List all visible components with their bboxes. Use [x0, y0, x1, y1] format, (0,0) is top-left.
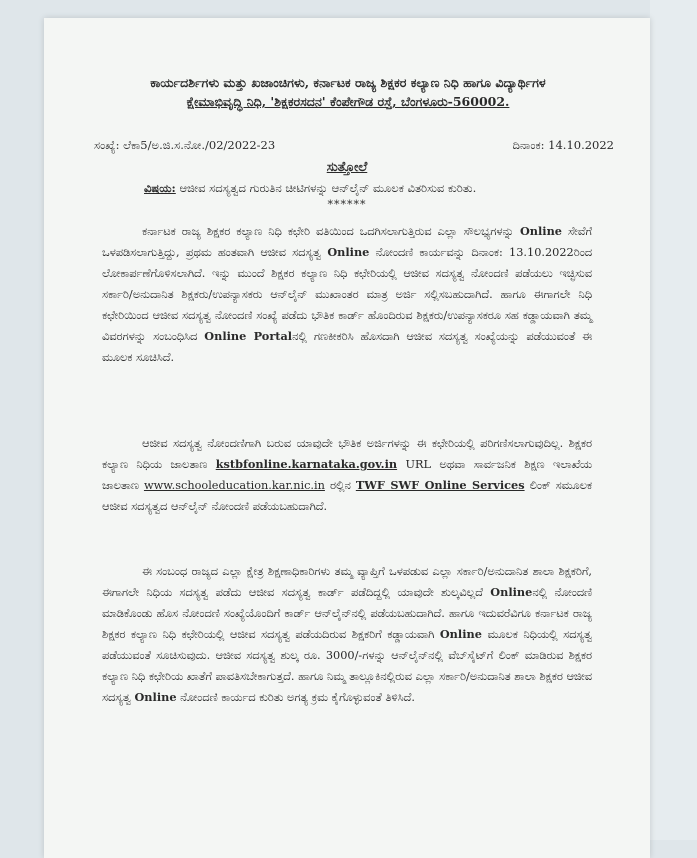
para1-text-b: ಸೇವೆಗೆ ಒಳಪಡಿಸಲಾಗುತ್ತಿದ್ದು, ಪ್ರಥಮ ಹಂತವಾಗಿ ಆಜೀವ ಸದಸ್ಯತ್ವ: [102, 225, 593, 259]
subject-line: [144, 181, 624, 196]
para3-online-3: Online: [134, 690, 177, 704]
subject-label: ವಿಷಯ:: [144, 181, 176, 195]
para1-online-portal: Online Portal: [204, 329, 293, 343]
document-date: ದಿನಾಂಕ: 14.10.2022: [512, 138, 614, 152]
header-line-2: ಕ್ಷೇಮಾಭಿವೃದ್ಧಿ ನಿಧಿ, 'ಶಿಕ್ಷಕರಸದನ' ಕೆಂಪೇಗೌಡ ರಸ್ತೆ, ಬೆಂಗಳೂರು-560002.: [186, 94, 510, 109]
office-header: [74, 73, 622, 111]
document-page: [44, 18, 650, 858]
para1-text-d: ರಿಂದ ಲೋಕಾರ್ಪಣೆಗೊಳಿಸಲಾಗಿದೆ. ಇನ್ನು ಮುಂದೆ ಶಿಕ್ಷಕರ ಕಲ್ಯಾಣ ನಿಧಿ ಕಛೇರಿಯಲ್ಲಿ ಆಜೀವ ಸದಸ್ಯತ್ವ ನೋಂದಣಿ ಪಡೆಯಲು ಇಚ್ಛಿಸುವ ಸರ್ಕಾರಿ/ಅನುದಾನಿತ ಶಿಕ್ಷಕರು/ಉಪನ್ಯಾಸಕರು ಆನ್‌ಲೈನ್ ಮುಖಾಂತರ ಮಾತ್ರ ಅರ್ಜಿ ಸಲ್ಲಿಸಬಹುದಾಗಿದೆ. ಹಾಗೂ ಈಗಾಗಲೇ ನಿಧಿ ಕಛೇರಿಯಿಂದ ಆಜೀವ ಸದಸ್ಯತ್ವ ನೋಂದಣಿ ಸಂಖ್ಯೆ ಪಡೆದು ಭೌತಿಕ ಕಾರ್ಡ್ ಹೊಂದಿರುವ ಶಿಕ್ಷಕರು/ಉಪನ್ಯಾಸಕರೂ ಸಹ ಕಡ್ಡಾಯವಾಗಿ ತಮ್ಮ ವಿವರಗಳನ್ನು ಸಂಬಂಧಿಸಿದ: [102, 246, 593, 343]
header-line-1: ಕಾರ್ಯದರ್ಶಿಗಳು ಮತ್ತು ಖಜಾಂಚಿಗಳು, ಕರ್ನಾಟಕ ರಾಜ್ಯ ಶಿಕ್ಷಕರ ಕಲ್ಯಾಣ ನಿಧಿ ಹಾಗೂ ವಿದ್ಯಾರ್ಥಿಗಳ: [150, 75, 546, 90]
viewer-background: [650, 0, 697, 840]
kstbf-website-link[interactable]: kstbfonline.karnataka.gov.in: [215, 457, 398, 471]
para3-fee: 3000/-: [325, 649, 363, 662]
separator-stars: ******: [327, 198, 367, 211]
subject-text: ಆಜೀವ ಸದಸ್ಯತ್ವದ ಗುರುತಿನ ಚೀಟಿಗಳನ್ನು ಆನ್‌ಲೈನ್ ಮೂಲಕ ವಿತರಿಸುವ ಕುರಿತು.: [179, 181, 477, 195]
para1-text-e: ನಲ್ಲಿ ಗಣಕೀಕರಿಸಿ ಹೊಸದಾಗಿ ಆಜೀವ ಸದಸ್ಯತ್ವ ಸಂಖ್ಯೆಯನ್ನು ಪಡೆಯುವಂತೆ ಈ ಮೂಲಕ ಸೂಚಿಸಿದೆ.: [102, 330, 592, 364]
paragraph-1: [102, 221, 592, 368]
para2-text-b: URL ಅಥವಾ ಸಾರ್ವಜನಿಕ ಶಿಕ್ಷಣ ಇಲಾಖೆಯ ಜಾಲತಾಣ: [102, 458, 592, 492]
para3-text-d: ಗಳನ್ನು ಆನ್‌ಲೈನ್‌ನಲ್ಲಿ ವೆಬ್‌ಸೈಟ್‌ಗೆ ಲಿಂಕ್ ಮಾಡಿರುವ ಶಿಕ್ಷಕರ ಕಲ್ಯಾಣ ನಿಧಿ ಕಛೇರಿಯ ಖಾತೆಗೆ ಪಾವತಿಸಬೇಕಾಗುತ್ತದೆ. ಹಾಗೂ ನಿಮ್ಮ ತಾಲ್ಲೂಕಿನಲ್ಲಿರುವ ಎಲ್ಲಾ ಸರ್ಕಾರಿ/ಅನುದಾನಿತ ಶಾಲಾ ಶಿಕ್ಷಕರ ಆಜೀವ ಸದಸ್ಯತ್ವ: [102, 649, 592, 704]
reference-number: ಸಂಖ್ಯೆ: ಲೆಕಾ5/ಅ.ಜಿ.ಸ.ನೋ./02/2022-23: [94, 138, 276, 152]
para1-date: 13.10.2022: [509, 246, 574, 259]
para3-text-c: ಮೂಲಕ ನಿಧಿಯಲ್ಲಿ ಸದಸ್ಯತ್ವ ಪಡೆಯುವಂತೆ ಸೂಚಿಸುವುದು. ಆಜೀವ ಸದಸ್ಯತ್ವ ಶುಲ್ಕ ರೂ.: [102, 628, 592, 662]
para1-text-c: ನೋಂದಣಿ ಕಾರ್ಯವನ್ನು ದಿನಾಂಕ:: [375, 246, 503, 259]
circular-title: ಸುತ್ತೋಲೆ: [326, 160, 368, 175]
para1-text-a: ಕರ್ನಾಟಕ ರಾಜ್ಯ ಶಿಕ್ಷಕರ ಕಲ್ಯಾಣ ನಿಧಿ ಕಛೇರಿ ವತಿಯಿಂದ ಒದಗಿಸಲಾಗುತ್ತಿರುವ ಎಲ್ಲಾ ಸೌಲಭ್ಯಗಳನ್ನು: [142, 225, 514, 238]
para2-text-c: ರಲ್ಲಿನ: [329, 479, 351, 492]
para3-text-e: ನೋಂದಣಿ ಕಾರ್ಯದ ಕುರಿತು ಅಗತ್ಯ ಕ್ರಮ ಕೈಗೊಳ್ಳುವಂತೆ ತಿಳಿಸಿದೆ.: [180, 691, 415, 704]
para1-online-1: Online: [519, 224, 562, 238]
paragraph-3: [102, 561, 592, 708]
para3-online-1: Online: [490, 585, 533, 599]
para3-online-2: Online: [439, 627, 482, 641]
para3-text-a: ಈ ಸಂಬಂಧ ರಾಜ್ಯದ ಎಲ್ಲಾ ಕ್ಷೇತ್ರ ಶಿಕ್ಷಣಾಧಿಕಾರಿಗಳು ತಮ್ಮ ವ್ಯಾಪ್ತಿಗೆ ಒಳಪಡುವ ಎಲ್ಲಾ ಸರ್ಕಾರಿ/ಅನುದಾನಿತ ಶಾಲಾ ಶಿಕ್ಷಕರಿಗೆ, ಈಗಾಗಲೇ ನಿಧಿಯ ಸದಸ್ಯತ್ವ ಪಡೆದು ಆಜೀವ ಸದಸ್ಯತ್ವ ಕಾರ್ಡ್ ಪಡೆದಿದ್ದಲ್ಲಿ ಯಾವುದೇ ಶುಲ್ಕವಿಲ್ಲದೆ: [102, 565, 592, 599]
twf-swf-services-link[interactable]: TWF SWF Online Services: [355, 478, 525, 492]
school-education-website-link[interactable]: www.schooleducation.kar.nic.in: [143, 479, 325, 492]
para1-online-2: Online: [327, 245, 370, 259]
para3-text-b: ನಲ್ಲಿ ನೋಂದಣಿ ಮಾಡಿಕೊಂಡು ಹೊಸ ನೋಂದಣಿ ಸಂಖ್ಯೆಯೊಂದಿಗೆ ಕಾರ್ಡ್ ಆನ್‌ಲೈನ್‌ನಲ್ಲಿ ಪಡೆಯಬಹುದಾಗಿದೆ. ಹಾಗೂ ಇದುವರೆವಿಗೂ ಕರ್ನಾಟಕ ರಾಜ್ಯ ಶಿಕ್ಷಕರ ಕಲ್ಯಾಣ ನಿಧಿ ಕಛೇರಿಯಲ್ಲಿ ಆಜೀವ ಸದಸ್ಯತ್ವ ಪಡೆಯದಿರುವ ಶಿಕ್ಷಕರಿಗೆ ಕಡ್ಡಾಯವಾಗಿ: [102, 586, 593, 641]
para2-text-d: ಲಿಂಕ್ ಸಮೂಲಕ ಆಜೀವ ಸದಸ್ಯತ್ವದ ಆನ್‌ಲೈನ್ ನೋಂದಣಿ ಪಡೆಯಬಹುದಾಗಿದೆ.: [102, 479, 592, 513]
paragraph-2: [102, 433, 592, 517]
para2-text-a: ಆಜೀವ ಸದಸ್ಯತ್ವ ನೋಂದಣಿಗಾಗಿ ಬರುವ ಯಾವುದೇ ಭೌತಿಕ ಅರ್ಜಿಗಳನ್ನು ಈ ಕಛೇರಿಯಲ್ಲಿ ಪರಿಗಣಿಸಲಾಗುವುದಿಲ್ಲ. ಶಿಕ್ಷಕರ ಕಲ್ಯಾಣ ನಿಧಿಯ ಜಾಲತಾಣ: [102, 437, 592, 471]
